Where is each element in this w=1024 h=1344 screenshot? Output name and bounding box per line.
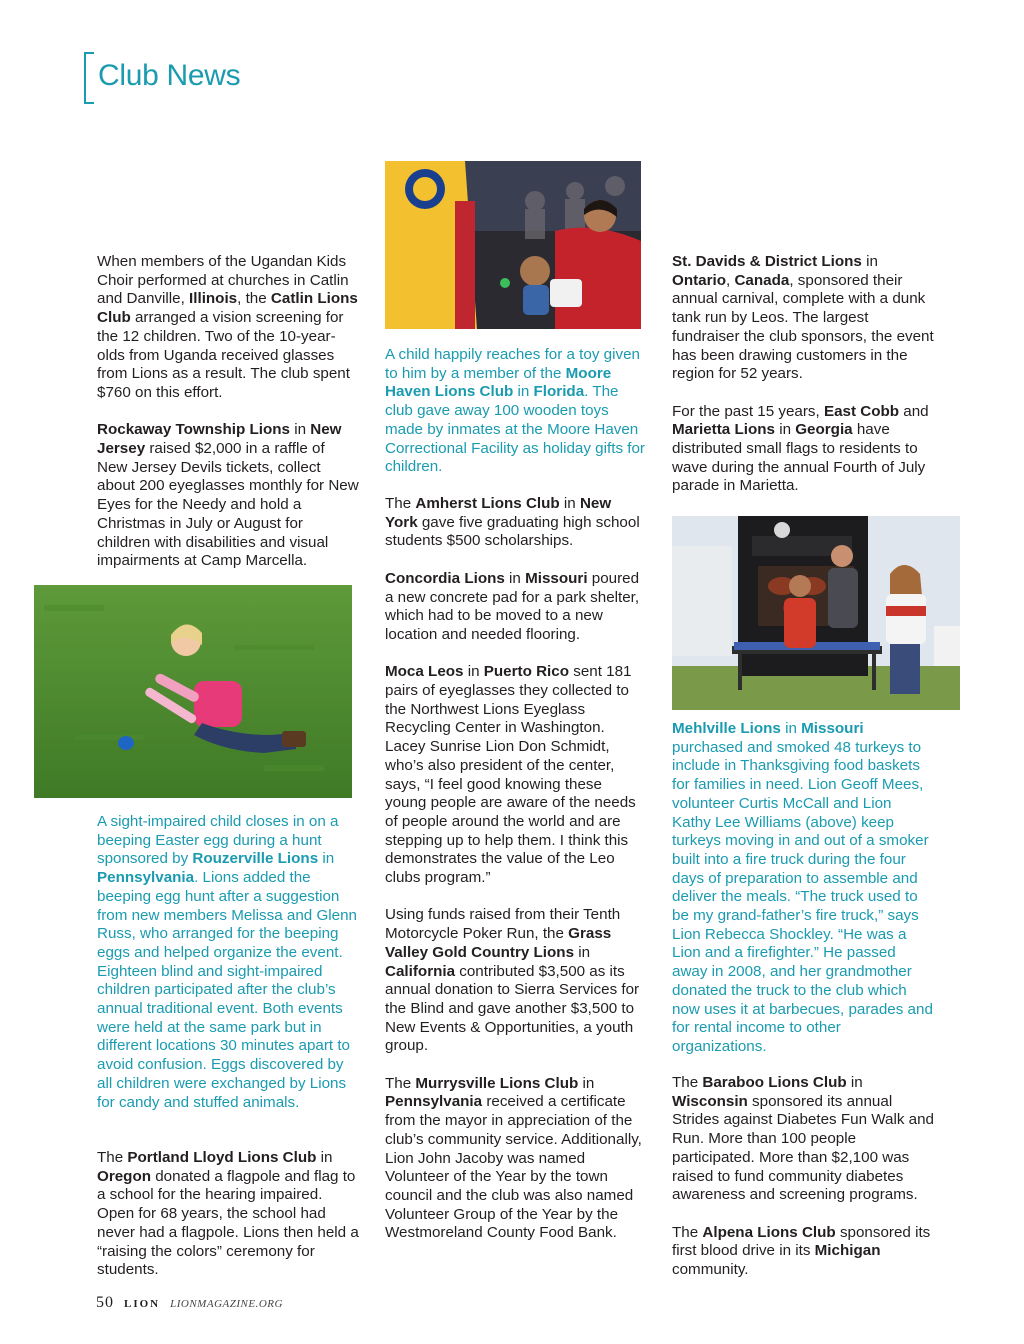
caption-turkey-smoker: Mehlville Lions in Missouri purchased and smoked 48 turkeys to include in Thanksgiving food baskets for families in need. Lion Geoff Mees, volunteer Curtis McCall and Lion Kathy Lee Williams (above) keep turkeys moving in and out of a smoker built into a fire truck during the four days of preparation to assemble and deliver the meals. “The truck used to be my grand-father’s fire truck,” says Lion Rebecca Shockley. “He was a Lion and a firefighter.” He passed away in 2008, and her grandmother donated the truck to the club which now uses it at barbecues, parades and for rental income to other organizations.	[672, 720, 933, 1055]
story-east-cobb-marietta-lions: For the past 15 years, East Cobb and Marietta Lions in Georgia have distributed small flags to residents to wave during the annual Fourth of July parade in Marietta.	[672, 402, 929, 495]
story-alpena-lions: The Alpena Lions Club sponsored its first blood drive in its Michigan community.	[672, 1223, 931, 1279]
page-number: 50	[96, 1294, 114, 1311]
caption-easter-egg-hunt: A sight-impaired child closes in on a beeping Easter egg during a hunt sponsored by Rouzerville Lions in Pennsylvania. Lions added the beeping egg hunt after a suggestion from new members Melissa and Glenn Russ, who arranged for the beeping eggs and helped organize the event. Eighteen blind and sight-impaired children participated after the club’s annual traditional event. Both events were held at the same park but in different locations 30 minutes apart to avoid confusion. Eggs discovered by all children were exchanged by Lions for candy and stuffed animals.	[97, 813, 357, 1111]
story-portland-lloyd-lions: The Portland Lloyd Lions Club in Oregon donated a flagpole and flag to a school for the hearing impaired. Open for 68 years, the school had never had a flagpole. Lions then held a “raising the colors” ceremony for students.	[97, 1149, 359, 1279]
caption-toy-giveaway: A child happily reaches for a toy given to him by a member of the Moore Haven Lions Club in Florida. The club gave away 100 wooden toys made by inmates at the Moore Haven Correctional Facility as holiday gifts for children.	[385, 346, 645, 476]
column-3-bottom	[672, 1074, 934, 1280]
story-moca-leos: Moca Leos in Puerto Rico sent 181 pairs of eyeglasses they collected to the Northwest Lions Eyeglass Recycling Center in Washington. Lacey Sunrise Lion Don Schmidt, who’s also president of the center, says, “I feel good knowing these young people are aware of the needs of people around the world and are stepping up to help them. I think this demonstrates the value of the Leo clubs program.”	[385, 663, 636, 887]
story-grass-valley-lions: Using funds raised from their Tenth Motorcycle Poker Run, the Grass Valley Gold Country Lions in California contributed $3,500 as its annual donation to Sierra Services for the Blind and gave another $3,500 to New Events & Opportunities, a youth group.	[385, 906, 640, 1055]
photo-turkey-smoker	[672, 516, 960, 710]
story-baraboo-lions: The Baraboo Lions Club in Wisconsin sponsored its annual Strides against Diabetes Fun Walk and Run. More than 100 people participated. More than $2,100 was raised to fund community diabetes awareness and screening programs.	[672, 1074, 934, 1204]
column-2-body	[385, 495, 647, 1243]
story-concordia-lions: Concordia Lions in Missouri poured a new concrete pad for a park shelter, which had to be moved to a new location and needed flooring.	[385, 569, 640, 643]
magazine-url[interactable]: LIONMAGAZINE.ORG	[170, 1298, 283, 1310]
section-header	[84, 50, 240, 104]
column-3-top	[672, 253, 934, 496]
page-footer	[96, 1294, 283, 1312]
page-title: Club News	[98, 59, 241, 92]
story-murrysville-lions: The Murrysville Lions Club in Pennsylvania received a certificate from the mayor in appreciation of the club’s community service. Additionally, Lion John Jacoby was named Volunteer of the Year by the town council and the club was also named Volunteer Group of the Year by the Westmoreland County Food Bank.	[385, 1074, 642, 1242]
story-st-davids-lions: St. Davids & District Lions in Ontario, Canada, sponsored their annual carnival, complete with a dunk tank run by Leos. The largest fundraiser the club sponsors, the event has been drawing customers in the region for 52 years.	[672, 253, 934, 383]
magazine-name: LION	[124, 1298, 161, 1310]
column-1-bottom	[97, 1149, 359, 1280]
photo-toy-giveaway	[385, 161, 641, 329]
header-bracket	[84, 52, 94, 104]
column-1-top	[97, 253, 359, 571]
story-amherst-lions: The Amherst Lions Club in New York gave five graduating high school students $500 scholarships.	[385, 495, 640, 550]
story-catlin-lions: When members of the Ugandan Kids Choir performed at churches in Catlin and Danville, Illinois, the Catlin Lions Club arranged a vision screening for the 12 children. Two of the 10-year-olds from Uganda received glasses from Lions as a result. The club spent $760 on this effort.	[97, 253, 358, 401]
story-rockaway-township-lions: Rockaway Township Lions in New Jersey raised $2,000 in a raffle of New Jersey Devils tickets, collect about 200 eyeglasses monthly for New Eyes for the Needy and hold a Christmas in July or August for children with disabilities and visual impairments at Camp Marcella.	[97, 421, 359, 570]
photo-easter-egg-hunt	[34, 585, 352, 798]
